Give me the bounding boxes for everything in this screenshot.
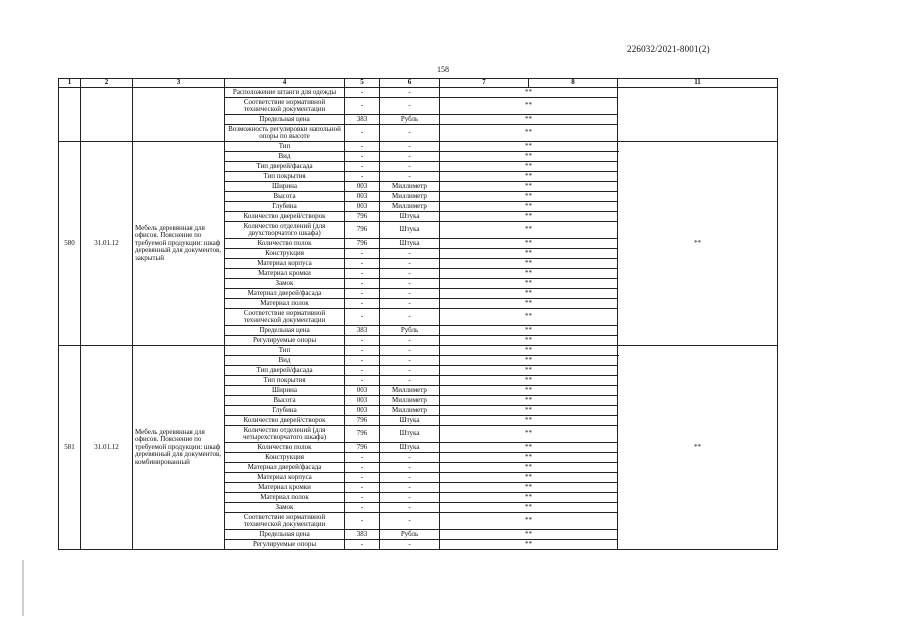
characteristic-value: ** — [440, 530, 618, 540]
unit-name: - — [380, 366, 440, 376]
unit-name: - — [380, 376, 440, 386]
unit-name: - — [380, 269, 440, 279]
unit-code: - — [345, 366, 380, 376]
characteristic-name: Высота — [225, 396, 345, 406]
characteristic-value: ** — [440, 289, 618, 299]
characteristic-value: ** — [440, 443, 618, 453]
unit-name: - — [380, 503, 440, 513]
unit-name: - — [380, 279, 440, 289]
unit-code: - — [345, 503, 380, 513]
characteristic-value: ** — [440, 540, 618, 550]
characteristic-name: Глубина — [225, 202, 345, 212]
unit-code: - — [345, 346, 380, 356]
unit-name: Рубль — [380, 326, 440, 336]
unit-code: 796 — [345, 426, 380, 443]
characteristic-value: ** — [440, 366, 618, 376]
characteristic-name: Количество полок — [225, 443, 345, 453]
characteristic-value: ** — [440, 162, 618, 172]
characteristic-value: ** — [440, 172, 618, 182]
unit-name: - — [380, 513, 440, 530]
characteristic-name: Замок — [225, 503, 345, 513]
characteristic-name: Материал дверей/фасада — [225, 463, 345, 473]
unit-name: - — [380, 463, 440, 473]
characteristic-name: Количество дверей/створок — [225, 416, 345, 426]
characteristic-name: Соответствие нормативной технической документации — [225, 513, 345, 530]
unit-code: - — [345, 309, 380, 326]
unit-code: 383 — [345, 530, 380, 540]
unit-code: - — [345, 483, 380, 493]
unit-code: - — [345, 289, 380, 299]
unit-code: - — [345, 540, 380, 550]
unit-code: - — [345, 299, 380, 309]
characteristic-name: Соответствие нормативной технической документации — [225, 98, 345, 115]
characteristic-value: ** — [440, 299, 618, 309]
unit-name: - — [380, 152, 440, 162]
characteristic-value: ** — [440, 416, 618, 426]
column-numbers-7-8 — [440, 79, 618, 88]
unit-code: - — [345, 162, 380, 172]
unit-name: Штука — [380, 212, 440, 222]
unit-code: 796 — [345, 443, 380, 453]
unit-code: - — [345, 473, 380, 483]
column-number-7: 7 — [482, 78, 486, 86]
characteristic-value: ** — [440, 426, 618, 443]
characteristic-name: Регулируемые опоры — [225, 540, 345, 550]
characteristic-name: Вид — [225, 152, 345, 162]
unit-code: - — [345, 249, 380, 259]
characteristic-name: Возможность регулировки напольной опоры по высоте — [225, 125, 345, 142]
unit-name: - — [380, 172, 440, 182]
item-number: 581 — [59, 346, 81, 550]
unit-code: - — [345, 356, 380, 366]
characteristic-value: ** — [440, 259, 618, 269]
unit-name: - — [380, 249, 440, 259]
unit-code: 796 — [345, 222, 380, 239]
characteristic-value: ** — [440, 192, 618, 202]
unit-name: - — [380, 346, 440, 356]
unit-code: - — [345, 493, 380, 503]
unit-name: - — [380, 540, 440, 550]
characteristic-name: Тип покрытия — [225, 376, 345, 386]
unit-name: - — [380, 162, 440, 172]
column-number-4: 4 — [225, 79, 345, 88]
unit-code: - — [345, 269, 380, 279]
characteristic-value: ** — [440, 473, 618, 483]
characteristic-name: Ширина — [225, 386, 345, 396]
characteristic-value: ** — [440, 396, 618, 406]
unit-code: - — [345, 125, 380, 142]
column-number-1: 1 — [59, 79, 81, 88]
unit-name: - — [380, 299, 440, 309]
characteristic-name: Количество отделений (для четырехстворчатого шкафа) — [225, 426, 345, 443]
empty-number-cell — [59, 88, 81, 142]
item-number: 580 — [59, 142, 81, 346]
empty-code-cell — [81, 88, 133, 142]
unit-code: - — [345, 98, 380, 115]
characteristic-name: Предельная цена — [225, 115, 345, 125]
characteristic-value: ** — [440, 279, 618, 289]
document-id: 226032/2021-8001(2) — [627, 44, 710, 54]
unit-code: - — [345, 172, 380, 182]
characteristic-name: Расположение штанги для одежды — [225, 88, 345, 98]
characteristic-value: ** — [440, 309, 618, 326]
characteristic-value: ** — [440, 212, 618, 222]
characteristic-value: ** — [440, 513, 618, 530]
characteristic-value: ** — [440, 376, 618, 386]
unit-name: Миллиметр — [380, 406, 440, 416]
unit-code: - — [345, 279, 380, 289]
characteristic-name: Количество дверей/створок — [225, 212, 345, 222]
characteristic-name: Конструкция — [225, 249, 345, 259]
unit-name: - — [380, 356, 440, 366]
unit-name: Миллиметр — [380, 386, 440, 396]
characteristic-name: Соответствие нормативной технической документации — [225, 309, 345, 326]
characteristic-name: Материал кромки — [225, 269, 345, 279]
unit-name: Миллиметр — [380, 396, 440, 406]
characteristics-table — [58, 78, 824, 550]
characteristic-value: ** — [440, 463, 618, 473]
characteristic-value: ** — [440, 493, 618, 503]
unit-name: Миллиметр — [380, 182, 440, 192]
product-description: Мебель деревянная для офисов. Пояснение по требуемой продукции: шкаф деревянный для документов, комбинированный — [133, 346, 225, 550]
scan-edge-mark — [22, 560, 24, 616]
unit-code: - — [345, 152, 380, 162]
characteristic-name: Предельная цена — [225, 530, 345, 540]
unit-name: - — [380, 88, 440, 98]
characteristic-value: ** — [440, 356, 618, 366]
characteristic-name: Вид — [225, 356, 345, 366]
unit-name: Рубль — [380, 530, 440, 540]
characteristic-value: ** — [440, 239, 618, 249]
characteristic-value: ** — [440, 88, 618, 98]
unit-code: 383 — [345, 115, 380, 125]
empty-note-cell — [618, 88, 778, 142]
column-number-row — [59, 79, 824, 88]
unit-code: - — [345, 453, 380, 463]
unit-code: 796 — [345, 416, 380, 426]
unit-code: 003 — [345, 202, 380, 212]
unit-code: 003 — [345, 192, 380, 202]
characteristic-value: ** — [440, 222, 618, 239]
unit-name: - — [380, 453, 440, 463]
unit-name: - — [380, 309, 440, 326]
unit-code: - — [345, 336, 380, 346]
characteristic-name: Материал полок — [225, 299, 345, 309]
unit-name: Штука — [380, 443, 440, 453]
group-note: ** — [618, 142, 778, 346]
page-number: 158 — [437, 65, 449, 74]
unit-code: 003 — [345, 406, 380, 416]
okpd2-code: 31.01.12 — [81, 346, 133, 550]
unit-code: - — [345, 513, 380, 530]
characteristic-name: Ширина — [225, 182, 345, 192]
unit-code: 003 — [345, 386, 380, 396]
unit-name: - — [380, 473, 440, 483]
table-row — [59, 346, 824, 356]
column-number-8: 8 — [528, 79, 617, 87]
unit-name: Штука — [380, 239, 440, 249]
unit-name: - — [380, 483, 440, 493]
characteristic-name: Количество полок — [225, 239, 345, 249]
characteristic-value: ** — [440, 249, 618, 259]
unit-name: Штука — [380, 416, 440, 426]
characteristic-value: ** — [440, 182, 618, 192]
characteristic-value: ** — [440, 115, 618, 125]
characteristic-value: ** — [440, 503, 618, 513]
unit-code: - — [345, 376, 380, 386]
unit-name: Штука — [380, 222, 440, 239]
characteristic-name: Материал корпуса — [225, 473, 345, 483]
column-number-2: 2 — [81, 79, 133, 88]
characteristic-name: Тип покрытия — [225, 172, 345, 182]
characteristic-value: ** — [440, 406, 618, 416]
characteristic-name: Тип — [225, 142, 345, 152]
characteristic-value: ** — [440, 152, 618, 162]
unit-code: - — [345, 259, 380, 269]
characteristic-value: ** — [440, 326, 618, 336]
characteristic-value: ** — [440, 386, 618, 396]
characteristic-name: Материал кромки — [225, 483, 345, 493]
characteristic-name: Предельная цена — [225, 326, 345, 336]
characteristic-value: ** — [440, 336, 618, 346]
unit-code: - — [345, 88, 380, 98]
characteristic-value: ** — [440, 202, 618, 212]
characteristic-name: Регулируемые опоры — [225, 336, 345, 346]
unit-code: 003 — [345, 396, 380, 406]
unit-name: Рубль — [380, 115, 440, 125]
characteristic-name: Материал полок — [225, 493, 345, 503]
group-note: ** — [618, 346, 778, 550]
characteristic-name: Материал корпуса — [225, 259, 345, 269]
unit-code: 796 — [345, 212, 380, 222]
unit-code: - — [345, 142, 380, 152]
characteristic-name: Материал дверей/фасада — [225, 289, 345, 299]
unit-name: - — [380, 289, 440, 299]
characteristic-value: ** — [440, 142, 618, 152]
unit-name: - — [380, 125, 440, 142]
column-number-6: 6 — [380, 79, 440, 88]
characteristic-value: ** — [440, 483, 618, 493]
column-number-5: 5 — [345, 79, 380, 88]
unit-code: 383 — [345, 326, 380, 336]
characteristic-name: Тип дверей/фасада — [225, 366, 345, 376]
characteristic-name: Замок — [225, 279, 345, 289]
okpd2-code: 31.01.12 — [81, 142, 133, 346]
characteristic-value: ** — [440, 125, 618, 142]
unit-name: Штука — [380, 426, 440, 443]
unit-name: - — [380, 493, 440, 503]
unit-name: Миллиметр — [380, 202, 440, 212]
unit-name: - — [380, 98, 440, 115]
characteristic-value: ** — [440, 269, 618, 279]
empty-description-cell — [133, 88, 225, 142]
unit-name: Миллиметр — [380, 192, 440, 202]
characteristic-value: ** — [440, 346, 618, 356]
table-row — [59, 88, 824, 98]
characteristic-name: Количество отделений (для двухстворчатого шкафа) — [225, 222, 345, 239]
characteristic-name: Конструкция — [225, 453, 345, 463]
unit-code: - — [345, 463, 380, 473]
characteristic-name: Глубина — [225, 406, 345, 416]
characteristic-name: Высота — [225, 192, 345, 202]
unit-name: - — [380, 142, 440, 152]
characteristic-value: ** — [440, 98, 618, 115]
unit-code: 003 — [345, 182, 380, 192]
characteristic-value: ** — [440, 453, 618, 463]
characteristic-name: Тип — [225, 346, 345, 356]
column-number-11: 11 — [618, 79, 778, 88]
unit-name: - — [380, 336, 440, 346]
column-number-3: 3 — [133, 79, 225, 88]
unit-name: - — [380, 259, 440, 269]
unit-code: 796 — [345, 239, 380, 249]
product-description: Мебель деревянная для офисов. Пояснение по требуемой продукции: шкаф деревянный для документов, закрытый — [133, 142, 225, 346]
characteristic-name: Тип дверей/фасада — [225, 162, 345, 172]
table-row — [59, 142, 824, 152]
